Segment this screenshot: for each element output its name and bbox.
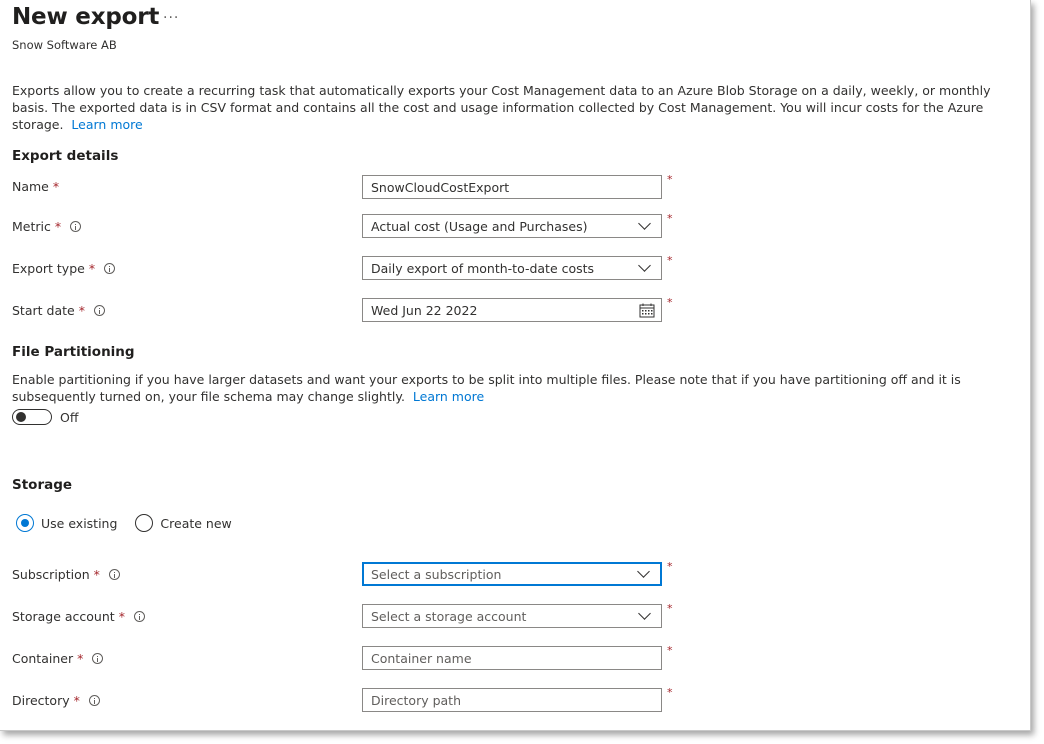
partitioning-toggle-label: Off [60, 409, 79, 425]
required-star: * [667, 173, 673, 186]
radio-selected-icon [16, 514, 34, 532]
required-star: * [667, 686, 673, 699]
chevron-down-icon [638, 259, 651, 272]
info-icon[interactable] [92, 653, 103, 664]
partitioning-toggle[interactable] [12, 409, 52, 425]
export-type-label [12, 261, 115, 276]
page-subtitle: Snow Software AB [12, 38, 117, 52]
directory-label-text: Directory [12, 693, 70, 708]
start-date-label [12, 303, 105, 318]
required-indicator: * [118, 609, 125, 624]
container-label [12, 651, 103, 666]
use-existing-label: Use existing [41, 515, 118, 531]
storage-account-dropdown-value: Select a storage account [371, 608, 527, 624]
storage-heading: Storage [12, 477, 73, 493]
directory-input[interactable] [362, 688, 662, 712]
container-input[interactable] [362, 646, 662, 670]
start-date-value: Wed Jun 22 2022 [371, 302, 478, 318]
partitioning-learn-more-link[interactable]: Learn more [412, 389, 485, 404]
required-star: * [667, 212, 673, 225]
subscription-label [12, 567, 120, 582]
required-indicator: * [73, 693, 80, 708]
partitioning-toggle-row [12, 409, 78, 425]
required-indicator: * [78, 303, 85, 318]
name-label-text: Name [12, 179, 49, 194]
intro-text: Exports allow you to create a recurring task that automatically exports your Cost Management data to an Azure Blob Storage on a daily, weekly, or monthly basis. The exported data is in CSV format and contains all the cost and usage information collected by Cost Management. You will incur costs for the Azure storage. [12, 83, 991, 132]
start-date-picker[interactable] [362, 298, 662, 322]
required-star: * [667, 644, 673, 657]
required-indicator: * [54, 219, 62, 234]
required-indicator: * [93, 567, 100, 582]
info-icon[interactable] [94, 305, 105, 316]
info-icon[interactable] [134, 611, 145, 622]
storage-account-label-text: Storage account [12, 609, 115, 624]
required-indicator: * [77, 651, 84, 666]
start-date-label-text: Start date [12, 303, 75, 318]
chevron-down-icon [638, 607, 651, 620]
subscription-label-text: Subscription [12, 567, 90, 582]
intro-learn-more-link[interactable]: Learn more [71, 117, 143, 132]
storage-account-label [12, 609, 145, 624]
create-new-radio[interactable] [135, 514, 231, 532]
container-label-text: Container [12, 651, 74, 666]
subscription-dropdown[interactable] [362, 562, 662, 586]
page-title: New export [12, 4, 160, 30]
file-partitioning-heading: File Partitioning [12, 344, 135, 360]
name-input-value: SnowCloudCostExport [371, 179, 510, 195]
export-details-heading: Export details [12, 148, 119, 164]
export-type-dropdown[interactable] [362, 256, 662, 280]
directory-label [12, 693, 100, 708]
toggle-knob [16, 412, 26, 422]
create-new-label: Create new [160, 515, 232, 531]
chevron-down-icon [637, 565, 650, 578]
required-indicator: * [88, 261, 96, 276]
info-icon[interactable] [89, 695, 100, 706]
partitioning-description [12, 371, 1022, 405]
export-type-dropdown-value: Daily export of month-to-date costs [371, 260, 595, 276]
radio-unselected-icon [135, 514, 153, 532]
metric-label-text: Metric [12, 219, 51, 234]
required-star: * [667, 560, 673, 573]
subscription-dropdown-value: Select a subscription [371, 566, 502, 582]
required-star: * [667, 254, 673, 267]
use-existing-radio[interactable] [16, 514, 117, 532]
metric-dropdown-value: Actual cost (Usage and Purchases) [371, 218, 588, 234]
metric-label [12, 219, 81, 234]
calendar-icon[interactable] [639, 303, 655, 318]
chevron-down-icon [638, 217, 651, 230]
info-icon[interactable] [104, 263, 115, 274]
required-indicator: * [52, 179, 60, 194]
partitioning-text: Enable partitioning if you have larger datasets and want your exports to be split into multiple files. Please note that if you have partitioning off and it is subsequently turned on, your file schema may change slightly. [12, 372, 961, 404]
more-options-icon[interactable]: ··· [163, 10, 180, 26]
export-type-label-text: Export type [12, 261, 85, 276]
storage-mode-radio-group [16, 514, 250, 532]
intro-description [12, 82, 1022, 133]
name-label [12, 179, 59, 194]
required-star: * [667, 602, 673, 615]
required-star: * [667, 296, 673, 309]
name-input[interactable] [362, 175, 662, 199]
info-icon[interactable] [70, 221, 81, 232]
info-icon[interactable] [109, 569, 120, 580]
storage-account-dropdown[interactable] [362, 604, 662, 628]
metric-dropdown[interactable] [362, 214, 662, 238]
